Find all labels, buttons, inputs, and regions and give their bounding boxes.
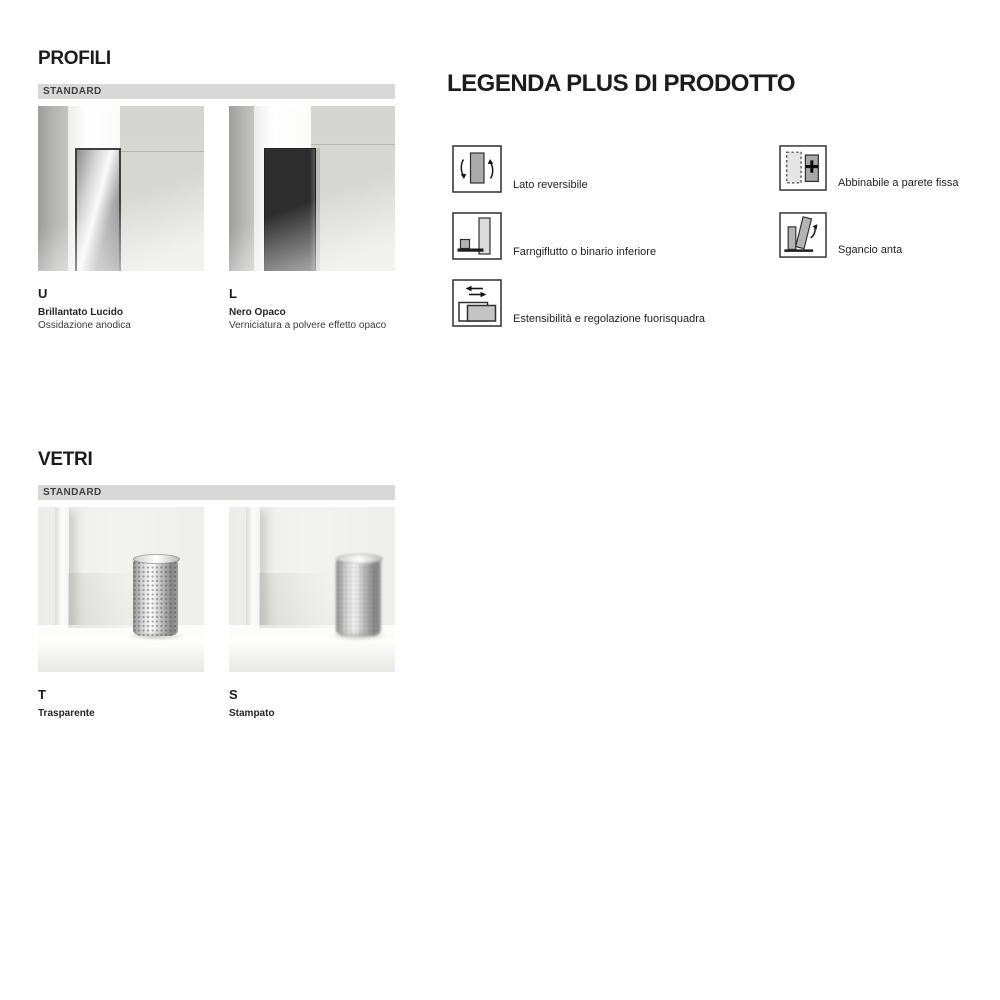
profile-name: Nero Opaco — [229, 307, 286, 318]
metal-cylinder — [133, 557, 178, 636]
vetri-standard-band: STANDARD — [38, 485, 395, 500]
profile-l-caption — [229, 287, 399, 332]
glass-code: S — [229, 687, 238, 702]
extensibility-icon — [452, 279, 502, 327]
profile-code: U — [38, 286, 48, 301]
profile-u-photo — [38, 106, 204, 271]
profili-standard-band: STANDARD — [38, 84, 395, 99]
glass-name: Trasparente — [38, 708, 95, 719]
glass-s-photo — [229, 507, 395, 672]
profile-name: Brillantato Lucido — [38, 307, 123, 318]
profile-code: L — [229, 286, 237, 301]
reversible-side-icon — [452, 145, 502, 193]
light-sheen — [38, 106, 204, 271]
glass-t-photo — [38, 507, 204, 672]
legend-item-binario-inferiore — [452, 212, 656, 260]
legend-item-parete-fissa — [779, 145, 958, 191]
legend-item-estensibilita — [452, 279, 705, 327]
glass-t-caption — [38, 688, 208, 720]
light-sheen — [229, 106, 395, 271]
profili-title: PROFILI — [38, 48, 111, 69]
door-release-icon — [779, 212, 827, 258]
legend-item-sgancio-anta — [779, 212, 902, 258]
vetri-title: VETRI — [38, 449, 93, 470]
legend-item-lato-reversibile — [452, 145, 588, 193]
glass-frame-edge — [55, 507, 69, 630]
profile-finish: Verniciatura a polvere effetto opaco — [229, 320, 387, 331]
legend-label: Sgancio anta — [838, 244, 903, 256]
profile-finish: Ossidazione anodica — [38, 320, 131, 331]
legenda-title: LEGENDA PLUS DI PRODOTTO — [447, 70, 796, 97]
glass-name: Stampato — [229, 708, 275, 719]
legend-label: Abbinabile a parete fissa — [838, 177, 959, 189]
glass-code: T — [38, 687, 46, 702]
glass-frame-edge — [246, 507, 260, 630]
profile-l-photo — [229, 106, 395, 271]
legend-label: Estensibilità e regolazione fuorisquadra — [513, 313, 706, 325]
fixed-wall-icon — [779, 145, 827, 191]
legend-label: Lato reversibile — [513, 179, 588, 191]
legend-label: Farngiflutto o binario inferiore — [513, 246, 657, 258]
profile-u-caption — [38, 287, 208, 332]
glass-s-caption — [229, 688, 399, 720]
bottom-rail-icon — [452, 212, 502, 260]
metal-cylinder-blurred — [336, 557, 381, 636]
